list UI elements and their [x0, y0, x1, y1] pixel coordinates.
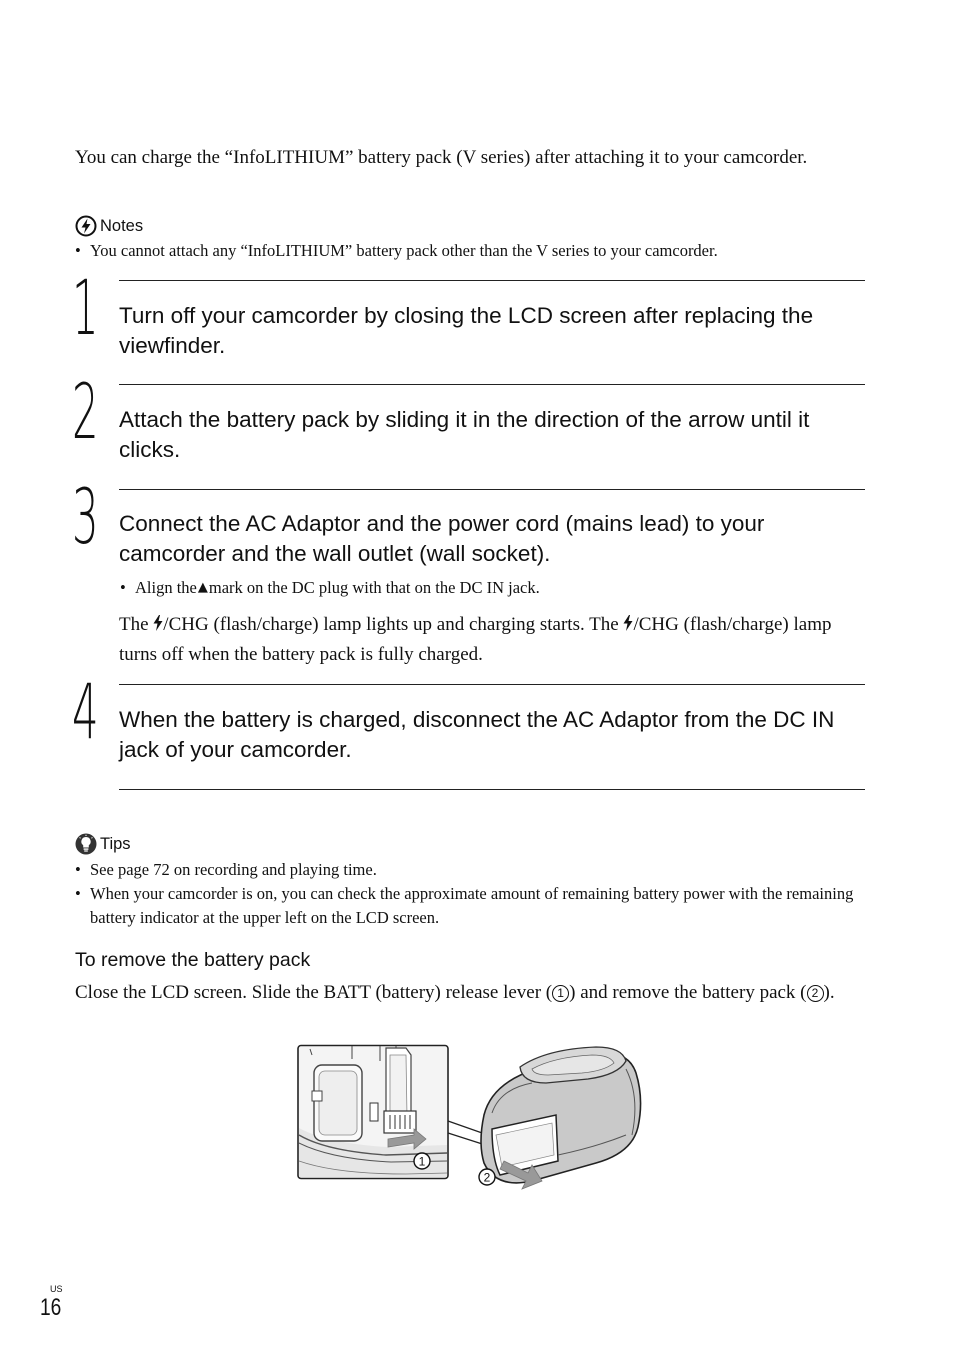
intro-paragraph: You can charge the “InfoLITHIUM” battery pack (V series) after attaching it to your camcorder.	[75, 147, 808, 168]
notes-item-text: You cannot attach any “InfoLITHIUM” battery pack other than the V series to your camcorder.	[90, 241, 718, 260]
step-2-divider	[119, 384, 865, 385]
battery-removal-illustration	[296, 1043, 646, 1193]
notes-heading-label: Notes	[100, 216, 144, 235]
notes-icon	[75, 215, 97, 237]
tips-item-text: When your camcorder is on, you can check the approximate amount of remaining battery power with the remaining battery indicator at the upper left on the LCD screen.	[90, 884, 854, 927]
step-3-text: Connect the AC Adaptor and the power cord (mains lead) to your camcorder and the wall outlet (wall socket).	[119, 511, 765, 566]
tips-heading-label: Tips	[100, 834, 131, 853]
callout-2: 2	[807, 985, 824, 1002]
remove-text-part1: Close the LCD screen. Slide the BATT (battery) release lever (	[75, 982, 553, 1003]
illustration-callout-1: 1	[418, 1154, 426, 1169]
step-2-text: Attach the battery pack by sliding it in the direction of the arrow until it clicks.	[119, 407, 810, 462]
step-3-bullet-after: mark on the DC plug with that on the DC IN jack.	[208, 578, 540, 597]
tips-item	[75, 882, 875, 930]
remove-text	[75, 979, 845, 1007]
step-1-divider	[119, 280, 865, 281]
bullet-dot: •	[120, 578, 126, 597]
step-4-divider	[119, 684, 865, 685]
step-3-bullet	[120, 577, 540, 599]
tips-item	[75, 858, 875, 882]
illustration-callout-2: 2	[483, 1170, 491, 1185]
remove-text-part2: ) and remove the battery pack (	[569, 982, 807, 1003]
remove-heading: To remove the battery pack	[75, 949, 311, 971]
step-4-text: When the battery is charged, disconnect the AC Adaptor from the DC IN jack of your camcorder.	[119, 707, 835, 762]
step-3-body-part2: /CHG (flash/charge) lamp lights up and charging starts. The	[163, 614, 624, 635]
step-3-number: 3	[72, 472, 99, 561]
steps-end-divider	[119, 789, 865, 790]
release-lever-inset	[298, 1046, 448, 1179]
flash-icon	[623, 615, 633, 631]
bullet-dot: •	[75, 860, 81, 879]
page-number: 16	[40, 1294, 62, 1321]
step-1-text: Turn off your camcorder by closing the LCD screen after replacing the viewfinder.	[119, 303, 814, 358]
step-3-body	[119, 610, 869, 670]
bullet-dot: •	[75, 241, 81, 260]
step-3-bullet-before: Align the	[135, 578, 197, 597]
step-4-number: 4	[72, 667, 99, 756]
callout-1: 1	[552, 985, 569, 1002]
tips-item-text: See page 72 on recording and playing time.	[90, 860, 377, 879]
step-2-number: 2	[72, 367, 99, 456]
step-1-number: 1	[72, 263, 99, 352]
tips-icon	[75, 833, 97, 855]
step-3-body-part1: The	[119, 614, 154, 635]
bullet-dot: •	[75, 884, 81, 903]
flash-icon	[153, 615, 163, 631]
remove-text-part3: ).	[823, 982, 835, 1003]
step-3-body-part3: /CHG (flash/charge) lamp turns off when the battery pack is fully charged.	[119, 614, 832, 665]
notes-heading	[75, 215, 143, 237]
tips-heading	[75, 833, 131, 855]
triangle-mark-icon: ▲	[197, 580, 208, 595]
region-label: US	[50, 1284, 63, 1294]
notes-item	[75, 239, 875, 263]
step-3-divider	[119, 489, 865, 490]
